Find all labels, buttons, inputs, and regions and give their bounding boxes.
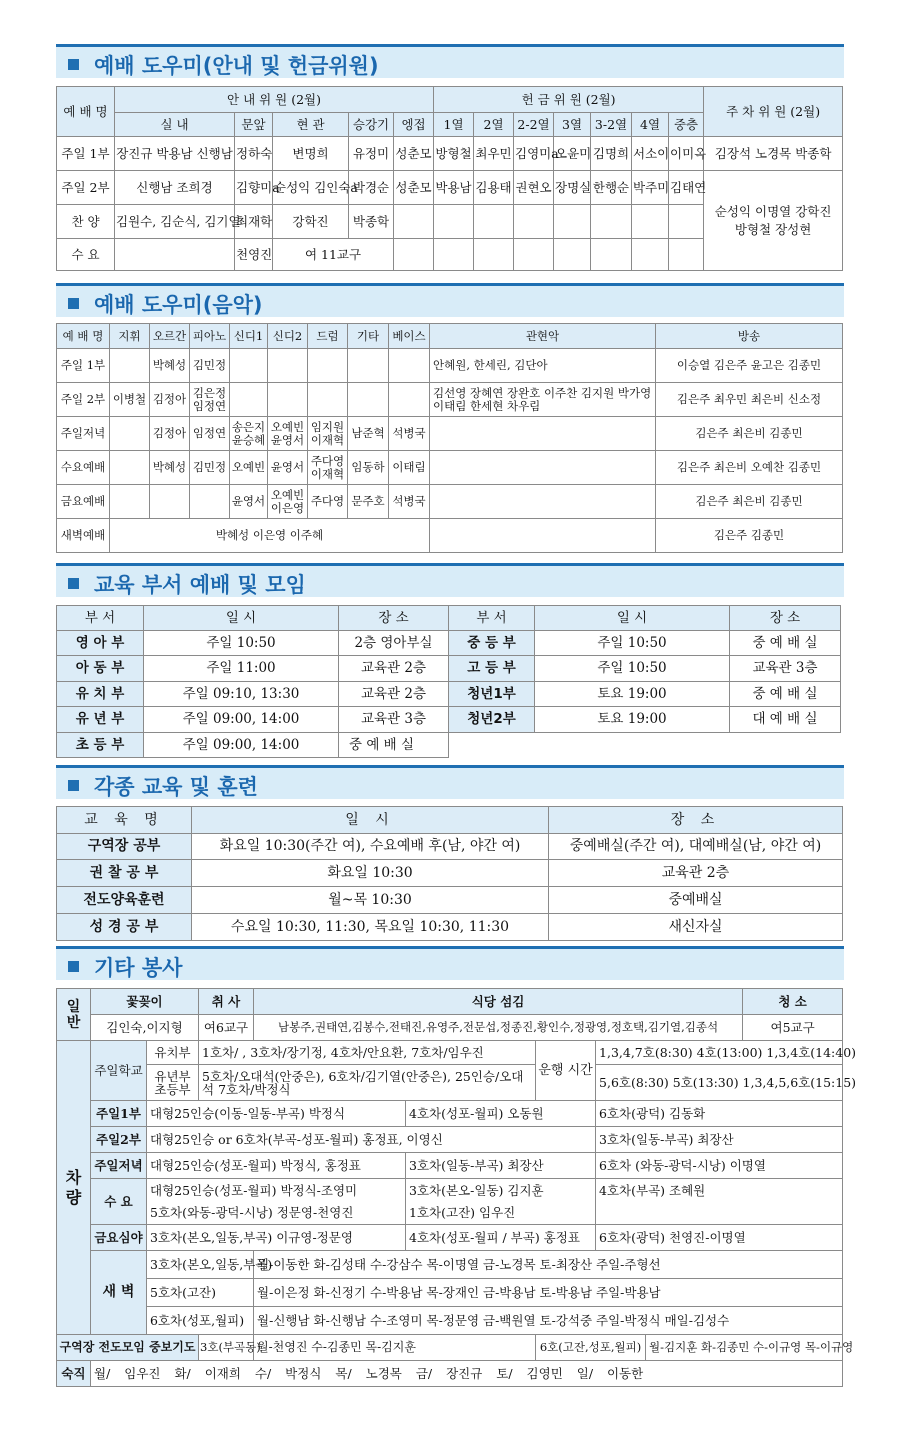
- cell: 박주미: [632, 171, 669, 205]
- cell: [230, 349, 268, 383]
- row-label: 새 벽: [91, 1251, 147, 1335]
- cell: 4호차(성포-월피 / 부곡) 홍정표: [406, 1225, 596, 1251]
- cell: 최우민: [474, 137, 514, 171]
- header-cell: 방송: [656, 324, 843, 349]
- cell: [394, 205, 434, 239]
- line: 1호차(고잔) 임우진: [409, 1204, 516, 1220]
- cell: 변명희: [273, 137, 349, 171]
- row-label: 금요예배: [57, 485, 110, 519]
- cell: 화요일 10:30: [192, 860, 549, 887]
- cell: [150, 485, 190, 519]
- subheader-cell: 실 내: [115, 113, 235, 137]
- cell: 문주호: [348, 485, 389, 519]
- cell: 김은정 임정연: [190, 383, 230, 417]
- cell: 신행남 조희경: [115, 171, 235, 205]
- cell: 박종학: [349, 205, 394, 239]
- header-cell: 부 서: [449, 606, 535, 631]
- dept-label: 초 등 부: [57, 733, 144, 758]
- dept-label: 유 년 부: [57, 707, 144, 733]
- section-header-3: [56, 563, 844, 597]
- row-label: 숙직: [57, 1361, 91, 1387]
- cell: 오예빈 윤영서: [268, 417, 308, 451]
- row-label: 금요심야: [91, 1225, 147, 1251]
- cell: 이태림: [389, 451, 430, 485]
- cell: 토요 19:00: [535, 682, 730, 707]
- cell: 중 예 배 실: [339, 733, 449, 758]
- dept-label: 유치부: [147, 1041, 199, 1065]
- cell: 김은주 최우민 최은비 신소정: [656, 383, 843, 417]
- bullet-square-icon: [68, 578, 79, 589]
- cell: 교육관 2층: [339, 656, 449, 682]
- bullet-square-icon: [68, 59, 79, 70]
- cell: 김태연: [669, 171, 704, 205]
- cell: 주일 09:00, 14:00: [144, 733, 339, 758]
- cell: [554, 239, 591, 271]
- section-header-2: [56, 283, 844, 317]
- cell: 최재학: [235, 205, 273, 239]
- cell: [632, 239, 669, 271]
- cell: 임동하: [348, 451, 389, 485]
- cell: [406, 1179, 596, 1225]
- cell: 김민정: [190, 451, 230, 485]
- car-label: 6호차(성포,월피): [147, 1307, 254, 1335]
- cell: 방형철: [434, 137, 474, 171]
- cell: 김은주 최은비 오예찬 김종민: [656, 451, 843, 485]
- header-cell: 일 시: [144, 606, 339, 631]
- course-label: 전도양육훈련: [57, 887, 192, 914]
- cell: 박혜성: [150, 349, 190, 383]
- cell: 3호차(일동-부곡) 최장산: [596, 1127, 843, 1153]
- cell: 운행 시간: [536, 1041, 596, 1101]
- cell: 대형25인승 or 6호차(부곡-성포-월피) 홍정표, 이영신: [147, 1127, 596, 1153]
- cell: 이미옥: [669, 137, 704, 171]
- cell: 대형25인승(이동-일동-부곡) 박정식: [147, 1101, 406, 1127]
- cell: 월~목 10:30: [192, 887, 549, 914]
- dept-label: 아 동 부: [57, 656, 144, 682]
- cell: 주다영: [308, 485, 348, 519]
- row-label: 수 요: [91, 1179, 147, 1225]
- cell: 월/ 임우진 화/ 이재희 수/ 박정식 목/ 노경목 금/ 장진규 토/ 김영민 일/ 이동한: [91, 1361, 843, 1387]
- chayang-label: 차 량: [57, 1041, 91, 1335]
- cell: 김은주 최은비 김종민: [656, 485, 843, 519]
- line: [599, 1202, 841, 1224]
- cell: 중예배실: [549, 887, 843, 914]
- car-label: 5호차(고잔): [147, 1279, 254, 1307]
- cell: 중예배실(주간 여), 대예배실(남, 야간 여): [549, 834, 843, 860]
- line: 대형25인승(성포-월피) 박정식-조영미: [150, 1182, 358, 1198]
- cell: [430, 519, 656, 553]
- subheader-cell: 4열: [632, 113, 669, 137]
- row-label: 새벽예배: [57, 519, 110, 553]
- cell: 여5교구: [743, 1015, 843, 1041]
- music-table: [56, 323, 843, 553]
- row-label: 구역장 전도모임 중보기도: [57, 1335, 199, 1361]
- cell: 주다영 이재혁: [308, 451, 348, 485]
- cell: 새신자실: [549, 914, 843, 941]
- cell: 4호차(성포-월피) 오동원: [406, 1101, 596, 1127]
- subheader-cell: 현 관: [273, 113, 349, 137]
- cell: 강학진: [273, 205, 349, 239]
- section-title: 각종 교육 및 훈련: [94, 775, 258, 799]
- cell: 오예빈 이은영: [268, 485, 308, 519]
- cell: [348, 349, 389, 383]
- header-cell: 신디1: [230, 324, 268, 349]
- cell: 박경순: [349, 171, 394, 205]
- cell: 석병국: [389, 417, 430, 451]
- cell: 임정연: [190, 417, 230, 451]
- dept-label: 영 아 부: [57, 631, 144, 656]
- row-label: 주일저녁: [57, 417, 110, 451]
- header-cell: 헌 금 위 원 (2월): [434, 87, 704, 113]
- cell: 윤영서: [230, 485, 268, 519]
- header-cell: 장 소: [730, 606, 841, 631]
- cell: [268, 383, 308, 417]
- header-cell: 안 내 위 원 (2월): [115, 87, 434, 113]
- cell: 유정미: [349, 137, 394, 171]
- cell: 5,6호(8:30) 5호(13:30) 1,3,4,5,6호(15:15): [596, 1065, 843, 1101]
- cell: 수요일 10:30, 11:30, 목요일 10:30, 11:30: [192, 914, 549, 941]
- car-label: 6호(고잔,성포,월피): [536, 1335, 646, 1361]
- cell: 교육관 3층: [339, 707, 449, 733]
- line: 4호차(부곡) 조혜원: [599, 1182, 706, 1198]
- cell: 남봉주,권태연,김봉수,전태진,유영주,전문섭,정종진,황인수,정광영,정호택,김기열,김종석: [254, 1015, 743, 1041]
- bullet-square-icon: [68, 780, 79, 791]
- dept-label: 고 등 부: [449, 656, 535, 682]
- header-cell: 신디2: [268, 324, 308, 349]
- course-label: 구역장 공부: [57, 834, 192, 860]
- header-cell: 취 사: [199, 989, 254, 1015]
- cell: 서소이: [632, 137, 669, 171]
- cell: 김은주 김종민: [656, 519, 843, 553]
- cell: 월-신행남 화-신행남 수-조영미 목-정문영 금-백원열 토-강석중 주일-박정식 매일-김성수: [254, 1307, 843, 1335]
- header-cell: 피아노: [190, 324, 230, 349]
- header-cell: 식당 섬김: [254, 989, 743, 1015]
- cell: 1호차/ , 3호차/장기정, 4호차/안요환, 7호차/임우진: [199, 1041, 536, 1065]
- cell: 주일 09:00, 14:00: [144, 707, 339, 733]
- cell: [669, 239, 704, 271]
- cell: 토요 19:00: [535, 707, 730, 733]
- header-cell: 부 서: [57, 606, 144, 631]
- cell: 정하숙: [235, 137, 273, 171]
- cell: [474, 205, 514, 239]
- section-header-1: [56, 44, 844, 78]
- education-dept-table: [56, 605, 841, 758]
- dept-label: 청년2부: [449, 707, 535, 733]
- cell: [308, 349, 348, 383]
- cell: [669, 205, 704, 239]
- subheader-cell: 엥접: [394, 113, 434, 137]
- cell: 이승열 김은주 윤고은 김종민: [656, 349, 843, 383]
- header-cell: 일 시: [192, 807, 549, 834]
- cell: 여6교구: [199, 1015, 254, 1041]
- cell: [430, 451, 656, 485]
- cell: 천영진: [235, 239, 273, 271]
- cell: 성춘모: [394, 137, 434, 171]
- cell: 김명희: [591, 137, 632, 171]
- header-cell: 기타: [348, 324, 389, 349]
- row-label: 주일 1부: [57, 349, 110, 383]
- cell: 여 11교구: [273, 239, 394, 271]
- cell: 김인숙,이지형: [91, 1015, 199, 1041]
- header-cell: 청 소: [743, 989, 843, 1015]
- row-label: 수요예배: [57, 451, 110, 485]
- subheader-cell: 승강기: [349, 113, 394, 137]
- row-label: 찬 양: [57, 205, 115, 239]
- cell: 김향미a: [235, 171, 273, 205]
- cell: 대 예 배 실: [730, 707, 841, 733]
- cell: [430, 485, 656, 519]
- row-label: 주일저녁: [91, 1153, 147, 1179]
- cell: [190, 485, 230, 519]
- cell: 김선영 장혜연 장완호 이주찬 김지원 박가영 이태림 한세현 차우림: [430, 383, 656, 417]
- cell: 월-김지훈 화-김종민 수-이규영 목-이규영: [646, 1335, 843, 1361]
- cell: 교육관 2층: [339, 682, 449, 707]
- cell: 주일 11:00: [144, 656, 339, 682]
- cell: 박혜성 이은영 이주혜: [110, 519, 430, 553]
- cell: [110, 417, 150, 451]
- cell: [389, 349, 430, 383]
- cell: [434, 205, 474, 239]
- cell: 김은주 최은비 김종민: [656, 417, 843, 451]
- course-label: 성 경 공 부: [57, 914, 192, 941]
- cell: 순성익 김인숙a: [273, 171, 349, 205]
- cell: 송은지 윤승혜: [230, 417, 268, 451]
- cell: [110, 349, 150, 383]
- cell: 권현오: [514, 171, 554, 205]
- cell: [308, 383, 348, 417]
- row-label: 주일2부: [91, 1127, 147, 1153]
- cell: [268, 349, 308, 383]
- header-cell: 교 육 명: [57, 807, 192, 834]
- cell: [110, 485, 150, 519]
- cell: 임지원 이재혁: [308, 417, 348, 451]
- cell: 김정아: [150, 417, 190, 451]
- subheader-cell: 문앞: [235, 113, 273, 137]
- cell: 박혜성: [150, 451, 190, 485]
- cell: [514, 239, 554, 271]
- course-label: 권 찰 공 부: [57, 860, 192, 887]
- subheader-cell: 중층: [669, 113, 704, 137]
- cell: 순성익 이명열 강학진 방형철 장성현: [704, 171, 843, 271]
- cell: [147, 1179, 406, 1225]
- row-label: 주일 2부: [57, 171, 115, 205]
- cell: 화요일 10:30(주간 여), 수요예배 후(남, 야간 여): [192, 834, 549, 860]
- cell: [434, 239, 474, 271]
- cell: 월-이은정 화-신정기 수-박용남 목-장재인 금-박용남 토-박용남 주일-박용남: [254, 1279, 843, 1307]
- cell: [596, 1179, 843, 1225]
- ilban-label: 일 반: [57, 989, 91, 1041]
- section-title: 교육 부서 예배 및 모임: [94, 573, 306, 597]
- cell: [474, 239, 514, 271]
- header-cell: 관현악: [430, 324, 656, 349]
- section-header-4: [56, 765, 844, 799]
- cell: 1,3,4,7호(8:30) 4호(13:00) 1,3,4호(14:40): [596, 1041, 843, 1065]
- header-cell: 장 소: [549, 807, 843, 834]
- empty-cell: [449, 733, 841, 758]
- cell: 오윤미: [554, 137, 591, 171]
- car-label: 3호차(본오,일동,부곡): [147, 1251, 254, 1279]
- row-label: 수 요: [57, 239, 115, 271]
- cell: 중 예 배 실: [730, 631, 841, 656]
- dept-label: 중 등 부: [449, 631, 535, 656]
- header-cell: 장 소: [339, 606, 449, 631]
- cell: [394, 239, 434, 271]
- section-title: 예배 도우미(음악): [94, 293, 263, 317]
- section-header-5: [56, 946, 844, 980]
- row-label: 주일 1부: [57, 137, 115, 171]
- cell: [230, 383, 268, 417]
- cell: [591, 239, 632, 271]
- cell: 주일 10:50: [144, 631, 339, 656]
- header-cell: 베이스: [389, 324, 430, 349]
- cell: 오예빈: [230, 451, 268, 485]
- cell: 안혜원, 한세린, 김단아: [430, 349, 656, 383]
- cell: 중 예 배 실: [730, 682, 841, 707]
- dept-label: 유 치 부: [57, 682, 144, 707]
- line: 5호차(와동-광덕-시낭) 정문영-천영진: [150, 1204, 354, 1220]
- header-cell: 예 배 명: [57, 87, 115, 137]
- cell: 김영미a: [514, 137, 554, 171]
- header-cell: 지휘: [110, 324, 150, 349]
- cell: 김원수, 김순식, 김기열: [115, 205, 235, 239]
- cell: 주일 10:50: [535, 631, 730, 656]
- bullet-square-icon: [68, 961, 79, 972]
- cell: 교육관 2층: [549, 860, 843, 887]
- cell: 5호차/오대석(안중은), 6호차/김기열(안중은), 25인승/오대석 7호차/박정식: [199, 1065, 536, 1101]
- subheader-cell: 3열: [554, 113, 591, 137]
- header-cell: 일 시: [535, 606, 730, 631]
- subheader-cell: 1열: [434, 113, 474, 137]
- cell: 3호차(일동-부곡) 최장산: [406, 1153, 596, 1179]
- cell: 김정아: [150, 383, 190, 417]
- row-label: 주일 2부: [57, 383, 110, 417]
- section-title: 예배 도우미(안내 및 헌금위원): [94, 54, 379, 78]
- cell: 교육관 3층: [730, 656, 841, 682]
- bullet-square-icon: [68, 298, 79, 309]
- cell: 3호차(본오,일동,부곡) 이규영-정문영: [147, 1225, 406, 1251]
- cell: 6호차(광덕) 천영진-이명열: [596, 1225, 843, 1251]
- cell: [632, 205, 669, 239]
- line: 3호차(본오-일동) 김지훈: [409, 1182, 544, 1198]
- cell: [115, 239, 235, 271]
- header-cell: 드럼: [308, 324, 348, 349]
- cell: 월-천영진 수-김종민 목-김지훈: [254, 1335, 536, 1361]
- cell: 성춘모: [394, 171, 434, 205]
- header-cell: 오르간: [150, 324, 190, 349]
- subheader-cell: 2열: [474, 113, 514, 137]
- cell: 대형25인승(성포-월피) 박정식, 홍정표: [147, 1153, 406, 1179]
- cell: 주일 09:10, 13:30: [144, 682, 339, 707]
- cell: 김용태: [474, 171, 514, 205]
- cell: 이병철: [110, 383, 150, 417]
- cell: 윤영서: [268, 451, 308, 485]
- cell: [110, 451, 150, 485]
- header-cell: 꽃꽂이: [91, 989, 199, 1015]
- cell: 6호차 (와동-광덕-시낭) 이명열: [596, 1153, 843, 1179]
- cell: 2층 영아부실: [339, 631, 449, 656]
- cell: 김민정: [190, 349, 230, 383]
- car-label: 3호(부곡동): [199, 1335, 254, 1361]
- row-label: 주일1부: [91, 1101, 147, 1127]
- cell: 월-이동한 화-김성태 수-강삼수 목-이명열 금-노경목 토-최장산 주일-주형선: [254, 1251, 843, 1279]
- cell: [591, 205, 632, 239]
- cell: [348, 383, 389, 417]
- subheader-cell: 2-2열: [514, 113, 554, 137]
- cell: 김장석 노경목 박종학: [704, 137, 843, 171]
- training-table: [56, 806, 843, 941]
- cell: [430, 417, 656, 451]
- cell: 주일 10:50: [535, 656, 730, 682]
- cell: 장진규 박용남 신행남: [115, 137, 235, 171]
- cell: 남준혁: [348, 417, 389, 451]
- cell: [554, 205, 591, 239]
- dept-label: 유년부 초등부: [147, 1065, 199, 1101]
- cell: 한행순: [591, 171, 632, 205]
- subheader-cell: 3-2열: [591, 113, 632, 137]
- cell: [389, 383, 430, 417]
- service-table: [56, 988, 857, 1387]
- header-cell: 주 차 위 원 (2월): [704, 87, 843, 137]
- cell: 장명실: [554, 171, 591, 205]
- usher-offering-table: [56, 86, 843, 271]
- section-title: 기타 봉사: [94, 956, 183, 980]
- dept-label: 청년1부: [449, 682, 535, 707]
- header-cell: 예 배 명: [57, 324, 110, 349]
- cell: [514, 205, 554, 239]
- cell: 석병국: [389, 485, 430, 519]
- row-label: 주일학교: [91, 1041, 147, 1101]
- cell: 6호차(광덕) 김동화: [596, 1101, 843, 1127]
- cell: 박용남: [434, 171, 474, 205]
